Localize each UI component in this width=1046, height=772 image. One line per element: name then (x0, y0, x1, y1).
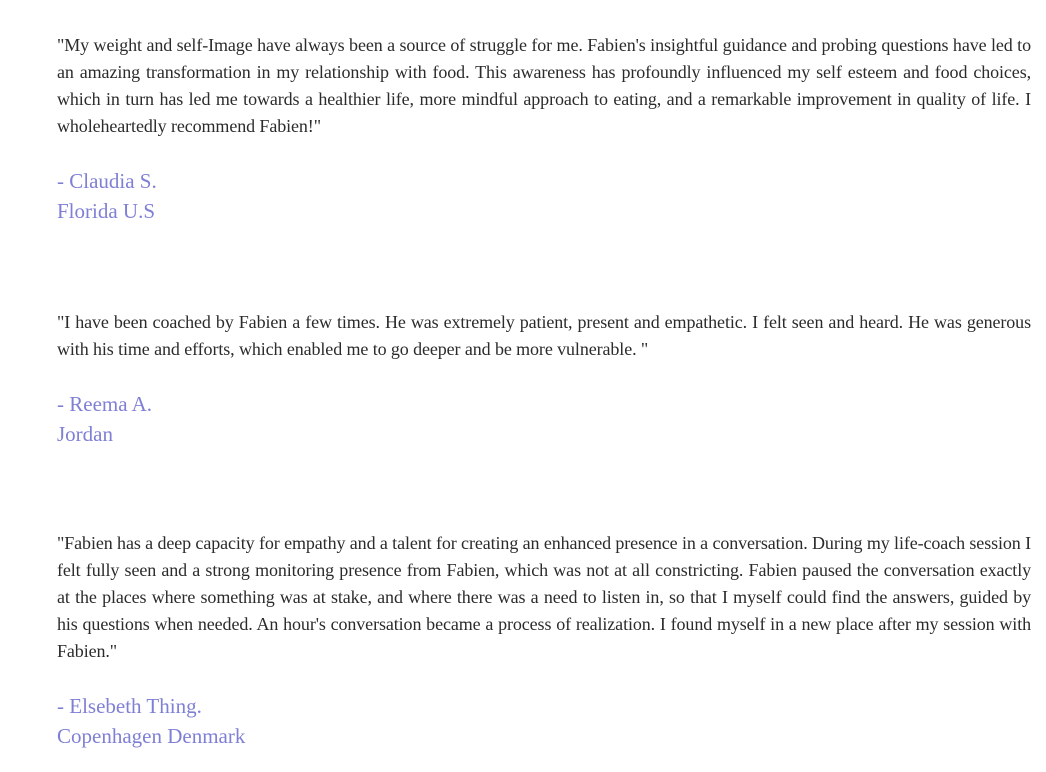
testimonial-author (57, 166, 1031, 226)
author-location: Florida U.S (57, 199, 156, 223)
testimonial-quote: "My weight and self-Image have always been a source of struggle for me. Fabien's insightful guidance and probing questions have led to an amazing transformation in my relationship with food. This awareness has profoundly influenced my self esteem and food choices, which in turn has led me towards a healthier life, more mindful approach to eating, and a remarkable improvement in quality of life. I wholeheartedly recommend Fabien!" (57, 35, 1031, 136)
author-location: Copenhagen Denmark (57, 724, 246, 748)
author-name: - Claudia S. (57, 169, 157, 193)
author-location: Jordan (57, 422, 113, 446)
testimonial-card (57, 32, 1031, 226)
testimonial-author (57, 691, 1031, 751)
author-name: - Reema A. (57, 392, 153, 416)
testimonial-card (57, 530, 1031, 751)
testimonial-author (57, 389, 1031, 449)
testimonial-quote: "Fabien has a deep capacity for empathy and a talent for creating an enhanced presence in a conversation. During my life-coach session I felt fully seen and a strong monitoring presence from Fabien, which was not at all constricting. Fabien paused the conversation exactly at the places where something was at stake, and where there was a need to listen in, so that I myself could find the answers, guided by his questions when needed. An hour's conversation became a process of realization. I found myself in a new place after my session with Fabien." (57, 533, 1031, 661)
testimonial-card (57, 309, 1031, 449)
testimonial-quote: "I have been coached by Fabien a few times. He was extremely patient, present and empathetic. I felt seen and heard. He was generous with his time and efforts, which enabled me to go deeper and be more vulnerable. " (57, 312, 1031, 359)
author-name: - Elsebeth Thing. (57, 694, 202, 718)
